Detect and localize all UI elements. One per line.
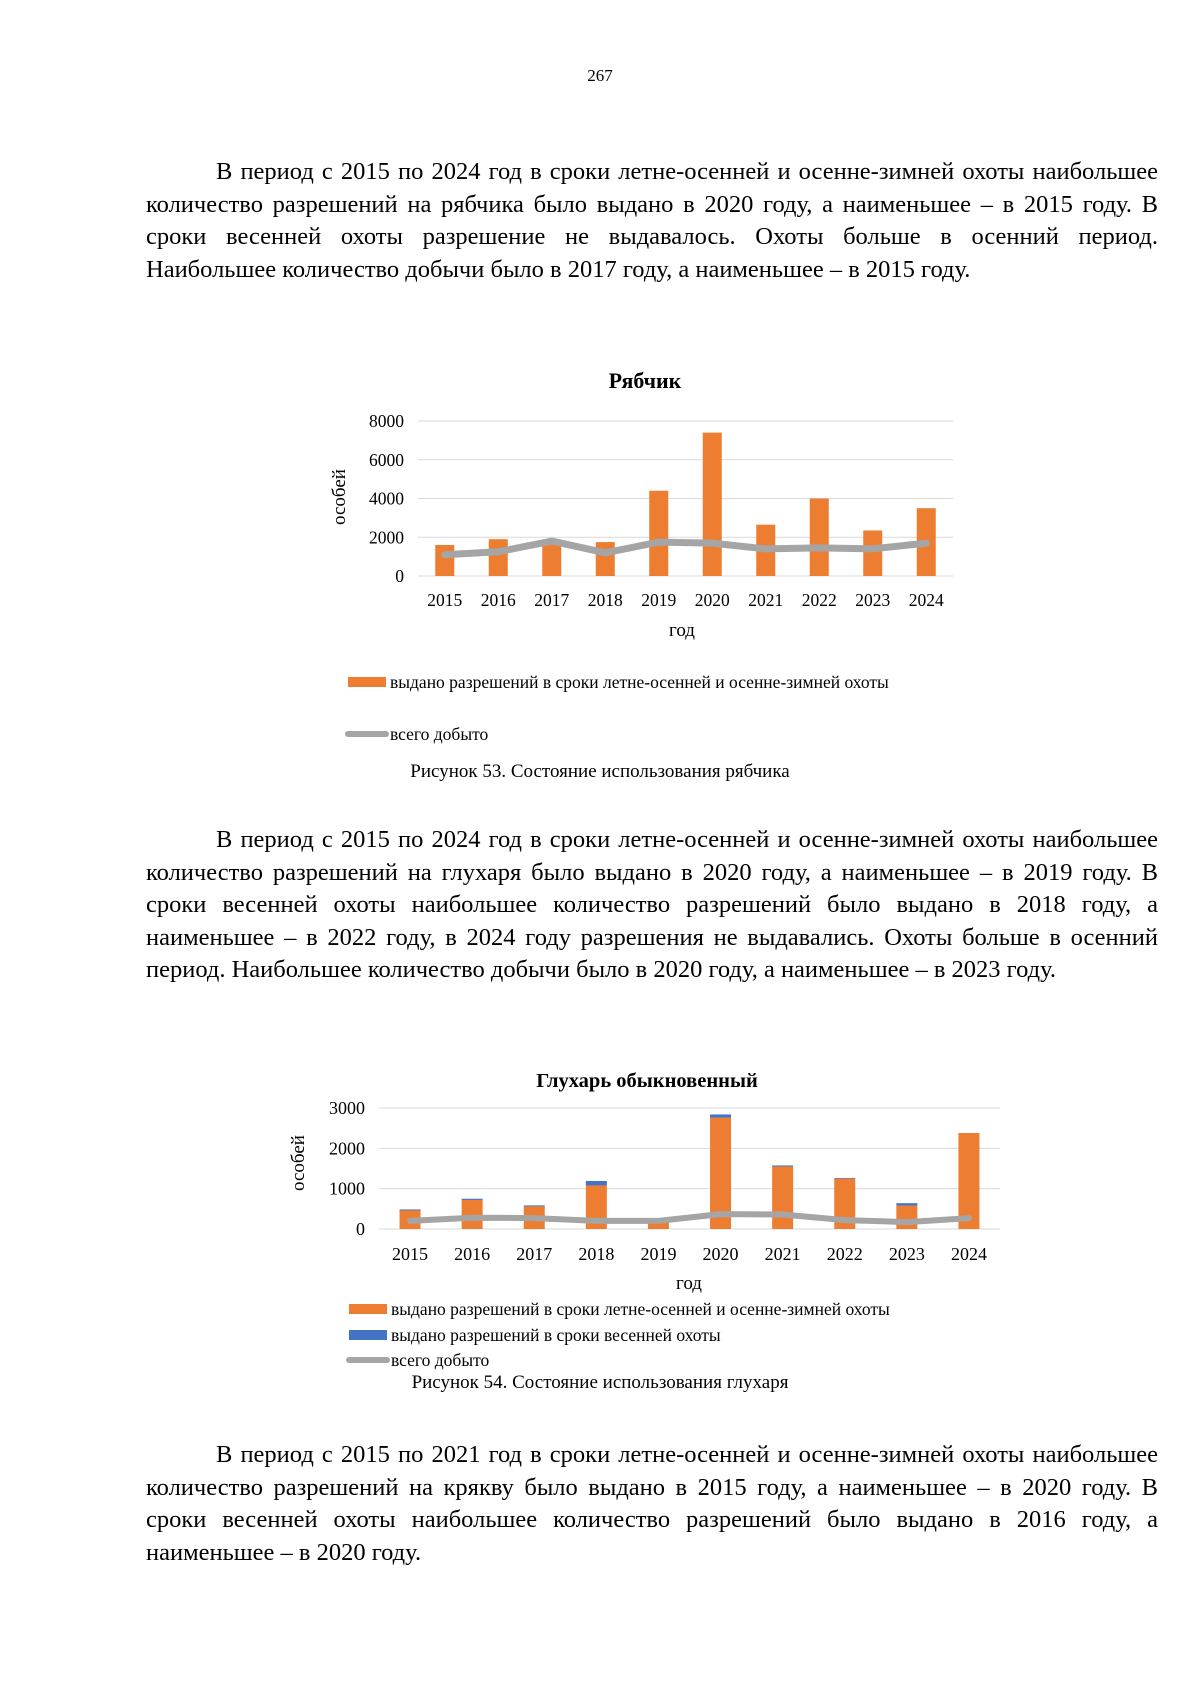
x-tick-label: 2021 [764, 1244, 801, 1264]
y-tick-label: 0 [395, 566, 404, 586]
x-tick-label: 2017 [534, 590, 570, 610]
bar [834, 1178, 855, 1179]
y-tick-label: 6000 [369, 449, 404, 470]
x-tick-label: 2019 [640, 1244, 677, 1264]
x-axis-label: год [669, 620, 695, 641]
x-tick-label: 2020 [702, 1244, 739, 1264]
paragraph-2: В период с 2015 по 2024 год в сроки летне-осенней и осенне-зимней охоты наибольшее количество разрешений на глухаря было выдано в 2020 году, а наименьшее – в 2019 году. В сроки весенней охоты наибольшее количество разрешений было выдано в 2018 году, а наименьшее – в 2022 году, в 2024 году разрешения не выдавались. Охоты больше в осенний период. Наибольшее количество добычи было в 2020 году, а наименьшее – в 2023 году. [146, 826, 1158, 983]
x-tick-label: 2015 [392, 1244, 429, 1264]
y-tick-label: 3000 [329, 1098, 365, 1118]
legend-label: всего добыто [390, 724, 489, 744]
legend-swatch [349, 1330, 387, 1340]
figure-54-caption: Рисунок 54. Состояние использования глухаря [411, 1372, 789, 1393]
y-axis-label: особей [288, 1135, 309, 1191]
x-tick-label: 2024 [908, 590, 944, 610]
x-tick-label: 2018 [587, 590, 623, 610]
y-tick-label: 1000 [329, 1178, 365, 1199]
y-tick-label: 0 [356, 1219, 365, 1239]
x-tick-label: 2016 [454, 1244, 491, 1264]
bar [462, 1200, 483, 1229]
y-axis-label: особей [329, 469, 350, 525]
bar [772, 1165, 793, 1166]
bar [400, 1209, 421, 1210]
y-tick-label: 8000 [369, 411, 404, 431]
x-axis-label: год [676, 1273, 702, 1294]
x-tick-label: 2019 [641, 590, 677, 610]
bar [524, 1205, 545, 1206]
x-tick-label: 2023 [855, 590, 891, 610]
x-tick-label: 2018 [578, 1244, 615, 1264]
bar [586, 1181, 607, 1185]
bar [896, 1203, 917, 1205]
legend-label: всего добыто [391, 1350, 490, 1370]
x-tick-label: 2016 [480, 590, 516, 610]
x-tick-label: 2024 [950, 1244, 987, 1264]
x-tick-label: 2022 [801, 590, 837, 610]
page-number: 267 [587, 66, 613, 85]
legend-swatch [349, 1304, 387, 1314]
bar [772, 1166, 793, 1229]
bar [958, 1133, 979, 1229]
paragraph-1: В период с 2015 по 2024 год в сроки летне-осенней и осенне-зимней охоты наибольшее количество разрешений на рябчика было выдано в 2020 году, а наименьшее – в 2015 году. В сроки весенней охоты разрешение не выдавалось. Охоты больше в осенний период. Наибольшее количество добычи было в 2017 году, а наименьшее – в 2015 году. [146, 158, 1158, 283]
legend-label: выдано разрешений в сроки летне-осенней и осенне-зимней охоты [391, 1299, 890, 1319]
x-tick-label: 2023 [888, 1244, 925, 1264]
x-tick-label: 2020 [694, 590, 730, 610]
x-tick-label: 2015 [427, 590, 463, 610]
paragraph-3: В период с 2015 по 2021 год в сроки летне-осенней и осенне-зимней охоты наибольшее количество разрешений на крякву было выдано в 2015 году, а наименьшее – в 2020 году. В сроки весенней охоты наибольшее количество разрешений было выдано в 2016 году, а наименьшее – в 2020 году. [146, 1441, 1158, 1566]
bar [896, 1206, 917, 1229]
series-line [410, 1214, 969, 1222]
y-tick-label: 2000 [369, 527, 404, 548]
chart-title: Рябчик [608, 368, 682, 393]
legend-label: выдано разрешений в сроки весенней охоты [391, 1325, 721, 1345]
y-tick-label: 2000 [329, 1138, 365, 1159]
y-tick-label: 4000 [369, 488, 404, 509]
x-tick-label: 2017 [516, 1244, 553, 1264]
legend-label: выдано разрешений в сроки летне-осенней и осенне-зимней охоты [390, 672, 889, 692]
figure-53-caption: Рисунок 53. Состояние использования рябчика [410, 761, 790, 782]
x-tick-label: 2021 [748, 590, 784, 610]
bar [462, 1199, 483, 1200]
bar [710, 1114, 731, 1117]
chart-title: Глухарь обыкновенный [536, 1070, 758, 1092]
x-tick-label: 2022 [826, 1244, 863, 1264]
